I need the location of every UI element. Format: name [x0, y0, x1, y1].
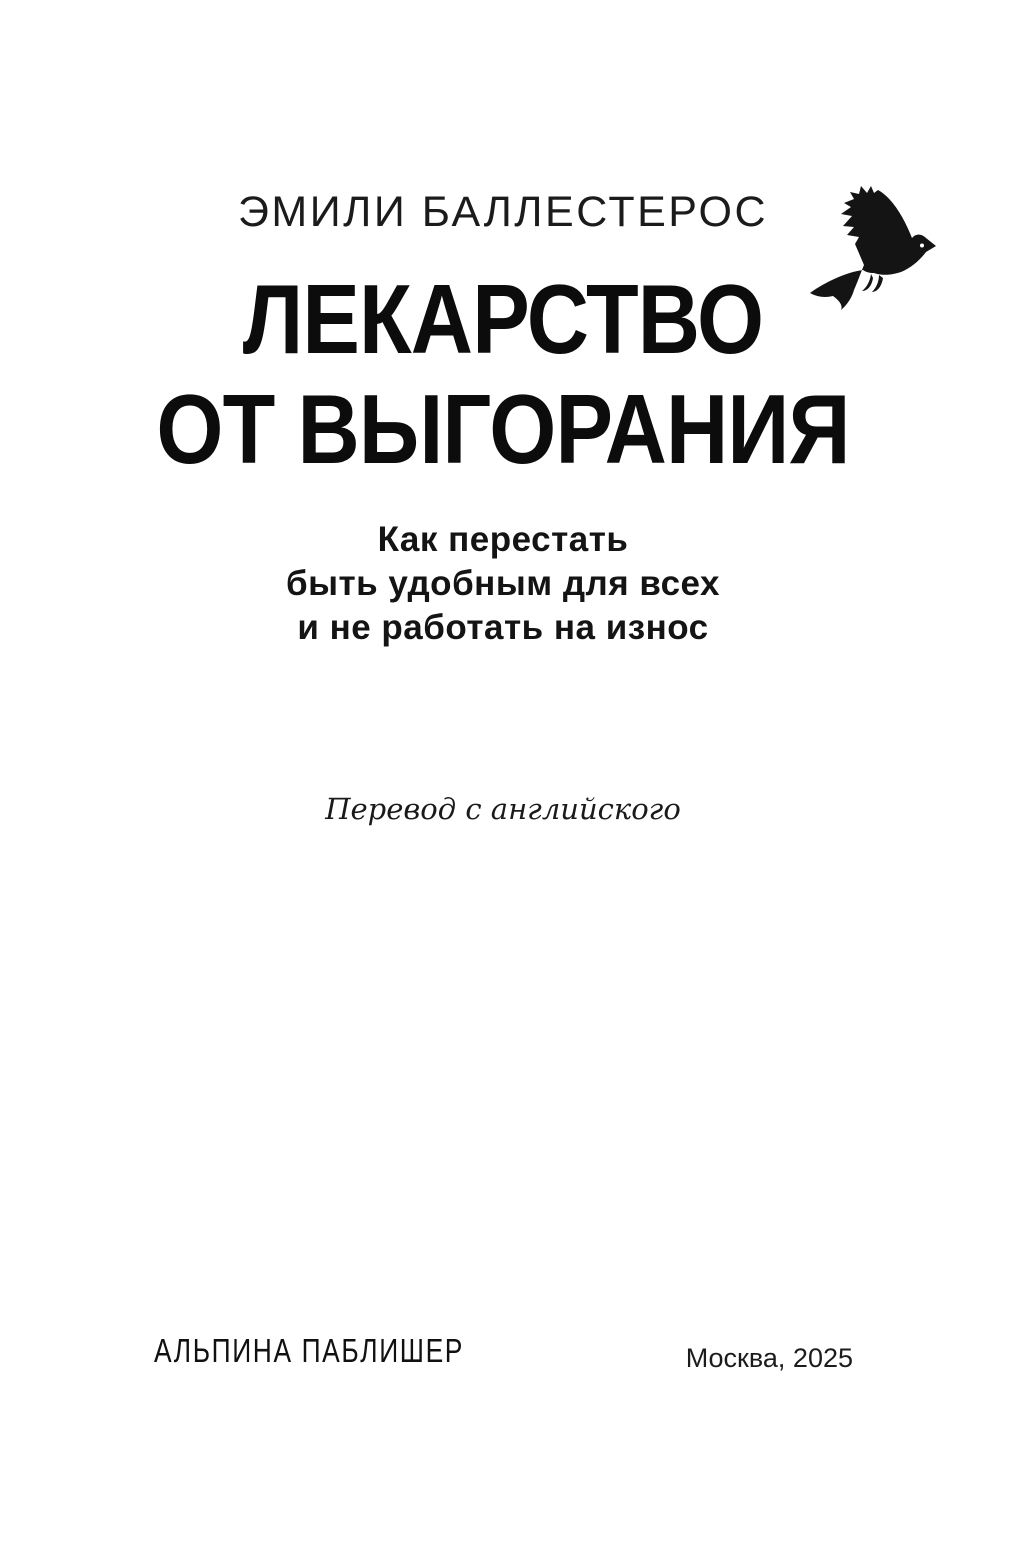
author-name: ЭМИЛИ БАЛЛЕСТЕРОС [237, 188, 769, 236]
book-subtitle-line-2: быть удобным для всех [285, 564, 721, 603]
book-subtitle-line-1: Как перестать [377, 520, 629, 559]
book-title-line-1: ЛЕКАРСТВО [242, 264, 764, 374]
book-title [0, 264, 1006, 484]
translation-note: Перевод с английского [325, 792, 681, 826]
publisher-logo: АЛЬПИНА ПАБЛИШЕР [154, 1332, 465, 1369]
city-year-imprint: Москва, 2025 [685, 1343, 853, 1373]
book-subtitle-line-3: и не работать на износ [297, 608, 709, 647]
book-subtitle [0, 518, 1006, 650]
book-title-line-2: ОТ ВЫГОРАНИЯ [156, 374, 850, 484]
